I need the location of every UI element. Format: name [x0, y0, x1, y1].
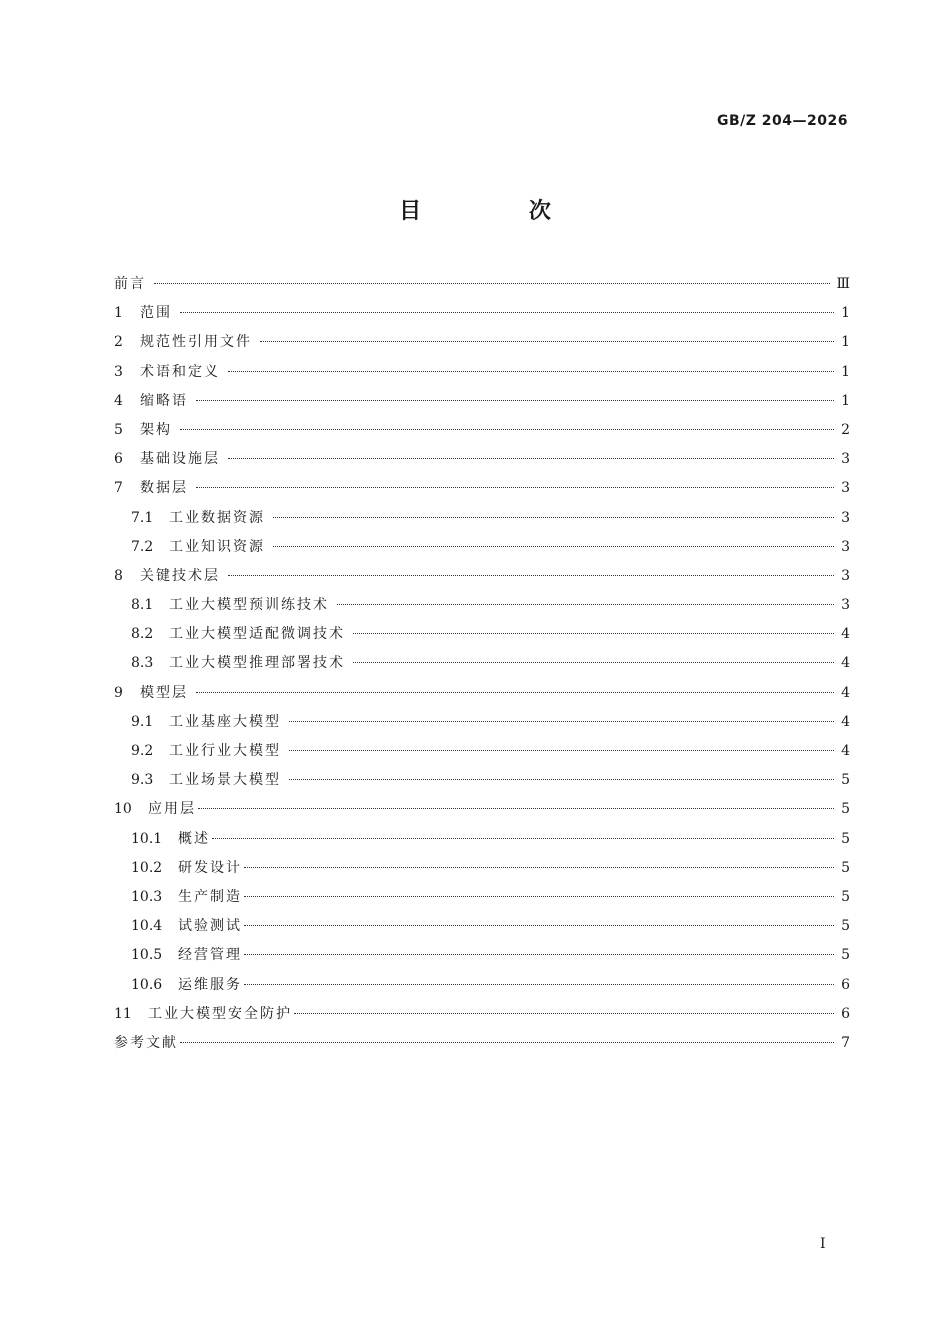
toc-entry-label: 生产制造	[178, 888, 242, 905]
toc-entry-number: 9.1	[131, 713, 154, 730]
toc-entry-8-3[interactable]	[114, 649, 850, 678]
dot-leader	[228, 575, 834, 576]
toc-entry-10-6[interactable]	[114, 971, 850, 1000]
toc-entry-label: 前言	[114, 276, 146, 292]
toc-entry-label: 概述	[178, 830, 210, 847]
table-of-contents	[114, 270, 850, 1058]
toc-entry-page: 5	[841, 888, 850, 905]
toc-entry-label: 缩略语	[140, 392, 188, 409]
toc-entry-number: 7.2	[131, 538, 154, 555]
toc-entry-page: 5	[841, 918, 850, 935]
toc-entry-label: 试验测试	[178, 918, 242, 935]
toc-entry-7[interactable]	[114, 474, 850, 503]
dot-leader	[228, 458, 834, 459]
toc-entry-page: 2	[841, 421, 850, 438]
toc-entry-page: 5	[841, 830, 850, 847]
dot-leader	[244, 925, 834, 926]
toc-entry-label: 数据层	[140, 480, 188, 497]
page-number: I	[820, 1236, 826, 1252]
toc-entry-8[interactable]	[114, 562, 850, 591]
toc-entry-page: 6	[841, 976, 850, 993]
toc-entry-label: 经营管理	[178, 947, 242, 964]
toc-entry-page: 6	[841, 1005, 850, 1022]
toc-entry-bibliography[interactable]	[114, 1029, 850, 1058]
dot-leader	[353, 662, 834, 663]
toc-entry-number: 2	[114, 334, 123, 351]
toc-entry-9[interactable]	[114, 679, 850, 708]
dot-leader	[244, 984, 834, 985]
toc-entry-page: 1	[841, 363, 850, 380]
toc-entry-number: 6	[114, 451, 123, 468]
toc-entry-foreword[interactable]	[114, 270, 850, 299]
dot-leader	[337, 604, 834, 605]
toc-entry-label: 工业大模型预训练技术	[169, 597, 329, 614]
toc-entry-number: 8.2	[131, 626, 154, 643]
toc-entry-label: 参考文献	[114, 1034, 178, 1051]
toc-entry-label: 规范性引用文件	[140, 334, 252, 351]
toc-entry-page: 1	[841, 305, 850, 322]
toc-entry-label: 模型层	[140, 684, 188, 701]
dot-leader	[294, 1013, 834, 1014]
toc-entry-number: 8.1	[131, 597, 154, 614]
toc-entry-page: Ⅲ	[836, 276, 850, 292]
toc-entry-6[interactable]	[114, 445, 850, 474]
toc-entry-page: 5	[841, 772, 850, 789]
toc-entry-page: 1	[841, 334, 850, 351]
toc-entry-number: 7	[114, 480, 123, 497]
toc-entry-page: 3	[841, 451, 850, 468]
toc-entry-number: 10	[114, 801, 132, 818]
toc-entry-label: 工业场景大模型	[169, 772, 281, 789]
dot-leader	[244, 896, 834, 897]
dot-leader	[260, 341, 834, 342]
toc-entry-10-2[interactable]	[114, 854, 850, 883]
toc-entry-8-1[interactable]	[114, 591, 850, 620]
toc-entry-number: 9.3	[131, 772, 154, 789]
toc-entry-label: 研发设计	[178, 859, 242, 876]
toc-entry-page: 5	[841, 859, 850, 876]
toc-entry-number: 10.3	[131, 888, 163, 905]
toc-entry-5[interactable]	[114, 416, 850, 445]
toc-entry-number: 9	[114, 684, 123, 701]
toc-entry-number: 7.1	[131, 509, 154, 526]
toc-entry-page: 5	[841, 947, 850, 964]
toc-entry-label: 运维服务	[178, 976, 242, 993]
toc-entry-page: 5	[841, 801, 850, 818]
toc-entry-number: 3	[114, 363, 123, 380]
toc-entry-label: 工业数据资源	[169, 509, 265, 526]
toc-entry-number: 10.4	[131, 918, 163, 935]
dot-leader	[212, 838, 834, 839]
toc-entry-10-3[interactable]	[114, 883, 850, 912]
toc-entry-page: 7	[841, 1034, 850, 1051]
dot-leader	[244, 954, 834, 955]
toc-entry-7-2[interactable]	[114, 533, 850, 562]
toc-entry-page: 3	[841, 597, 850, 614]
dot-leader	[289, 750, 834, 751]
toc-entry-label: 范围	[140, 305, 172, 322]
toc-entry-9-1[interactable]	[114, 708, 850, 737]
toc-entry-page: 4	[841, 743, 850, 759]
dot-leader	[180, 1042, 834, 1043]
toc-entry-number: 1	[114, 305, 123, 322]
toc-entry-10-4[interactable]	[114, 912, 850, 941]
dot-leader	[180, 312, 834, 313]
dot-leader	[353, 633, 834, 634]
dot-leader	[289, 779, 834, 780]
toc-entry-page: 4	[841, 713, 850, 730]
toc-entry-page: 1	[841, 392, 850, 409]
toc-entry-9-3[interactable]	[114, 766, 850, 795]
dot-leader	[289, 721, 834, 722]
toc-entry-number: 10.1	[131, 830, 163, 847]
toc-entry-label: 工业知识资源	[169, 538, 265, 555]
toc-entry-page: 3	[841, 538, 850, 555]
dot-leader	[196, 400, 834, 401]
toc-entry-label: 基础设施层	[140, 451, 220, 468]
toc-entry-page: 3	[841, 509, 850, 526]
toc-entry-number: 8	[114, 567, 123, 584]
toc-entry-4[interactable]	[114, 387, 850, 416]
dot-leader	[228, 371, 834, 372]
toc-entry-9-2[interactable]	[114, 737, 850, 766]
toc-entry-label: 工业基座大模型	[169, 713, 281, 730]
toc-entry-number: 8.3	[131, 655, 154, 672]
dot-leader	[244, 867, 834, 868]
toc-entry-number: 10.5	[131, 947, 163, 964]
dot-leader	[180, 429, 834, 430]
dot-leader	[198, 808, 834, 809]
toc-entry-label: 术语和定义	[140, 363, 220, 380]
toc-entry-number: 10.2	[131, 859, 163, 876]
dot-leader	[273, 517, 834, 518]
toc-entry-number: 9.2	[131, 743, 154, 759]
toc-entry-number: 11	[114, 1005, 132, 1022]
toc-entry-label: 工业大模型适配微调技术	[169, 626, 345, 643]
toc-entry-label: 工业大模型推理部署技术	[169, 655, 345, 672]
toc-entry-page: 4	[841, 655, 850, 672]
dot-leader	[273, 546, 834, 547]
toc-entry-10-1[interactable]	[114, 825, 850, 854]
toc-entry-7-1[interactable]	[114, 504, 850, 533]
toc-entry-number: 4	[114, 392, 123, 409]
toc-entry-label: 工业行业大模型	[169, 743, 281, 759]
toc-title: 目 次	[399, 199, 601, 224]
toc-entry-11[interactable]	[114, 1000, 850, 1029]
toc-entry-2[interactable]	[114, 328, 850, 357]
toc-entry-label: 关键技术层	[140, 567, 220, 584]
toc-entry-10[interactable]	[114, 795, 850, 824]
toc-entry-label: 工业大模型安全防护	[148, 1005, 292, 1022]
toc-entry-label: 架构	[140, 421, 172, 438]
toc-entry-number: 5	[114, 421, 123, 438]
dot-leader	[196, 487, 834, 488]
toc-entry-number: 10.6	[131, 976, 163, 993]
toc-entry-page: 4	[841, 626, 850, 643]
toc-entry-page: 3	[841, 567, 850, 584]
dot-leader	[196, 692, 834, 693]
toc-entry-label: 应用层	[148, 801, 196, 818]
toc-entry-3[interactable]	[114, 358, 850, 387]
document-code: GB/Z 204—2026	[717, 113, 848, 129]
toc-entry-10-5[interactable]	[114, 941, 850, 970]
toc-entry-1[interactable]	[114, 299, 850, 328]
toc-entry-8-2[interactable]	[114, 620, 850, 649]
toc-entry-page: 3	[841, 480, 850, 497]
dot-leader	[154, 283, 830, 284]
toc-entry-page: 4	[841, 684, 850, 701]
